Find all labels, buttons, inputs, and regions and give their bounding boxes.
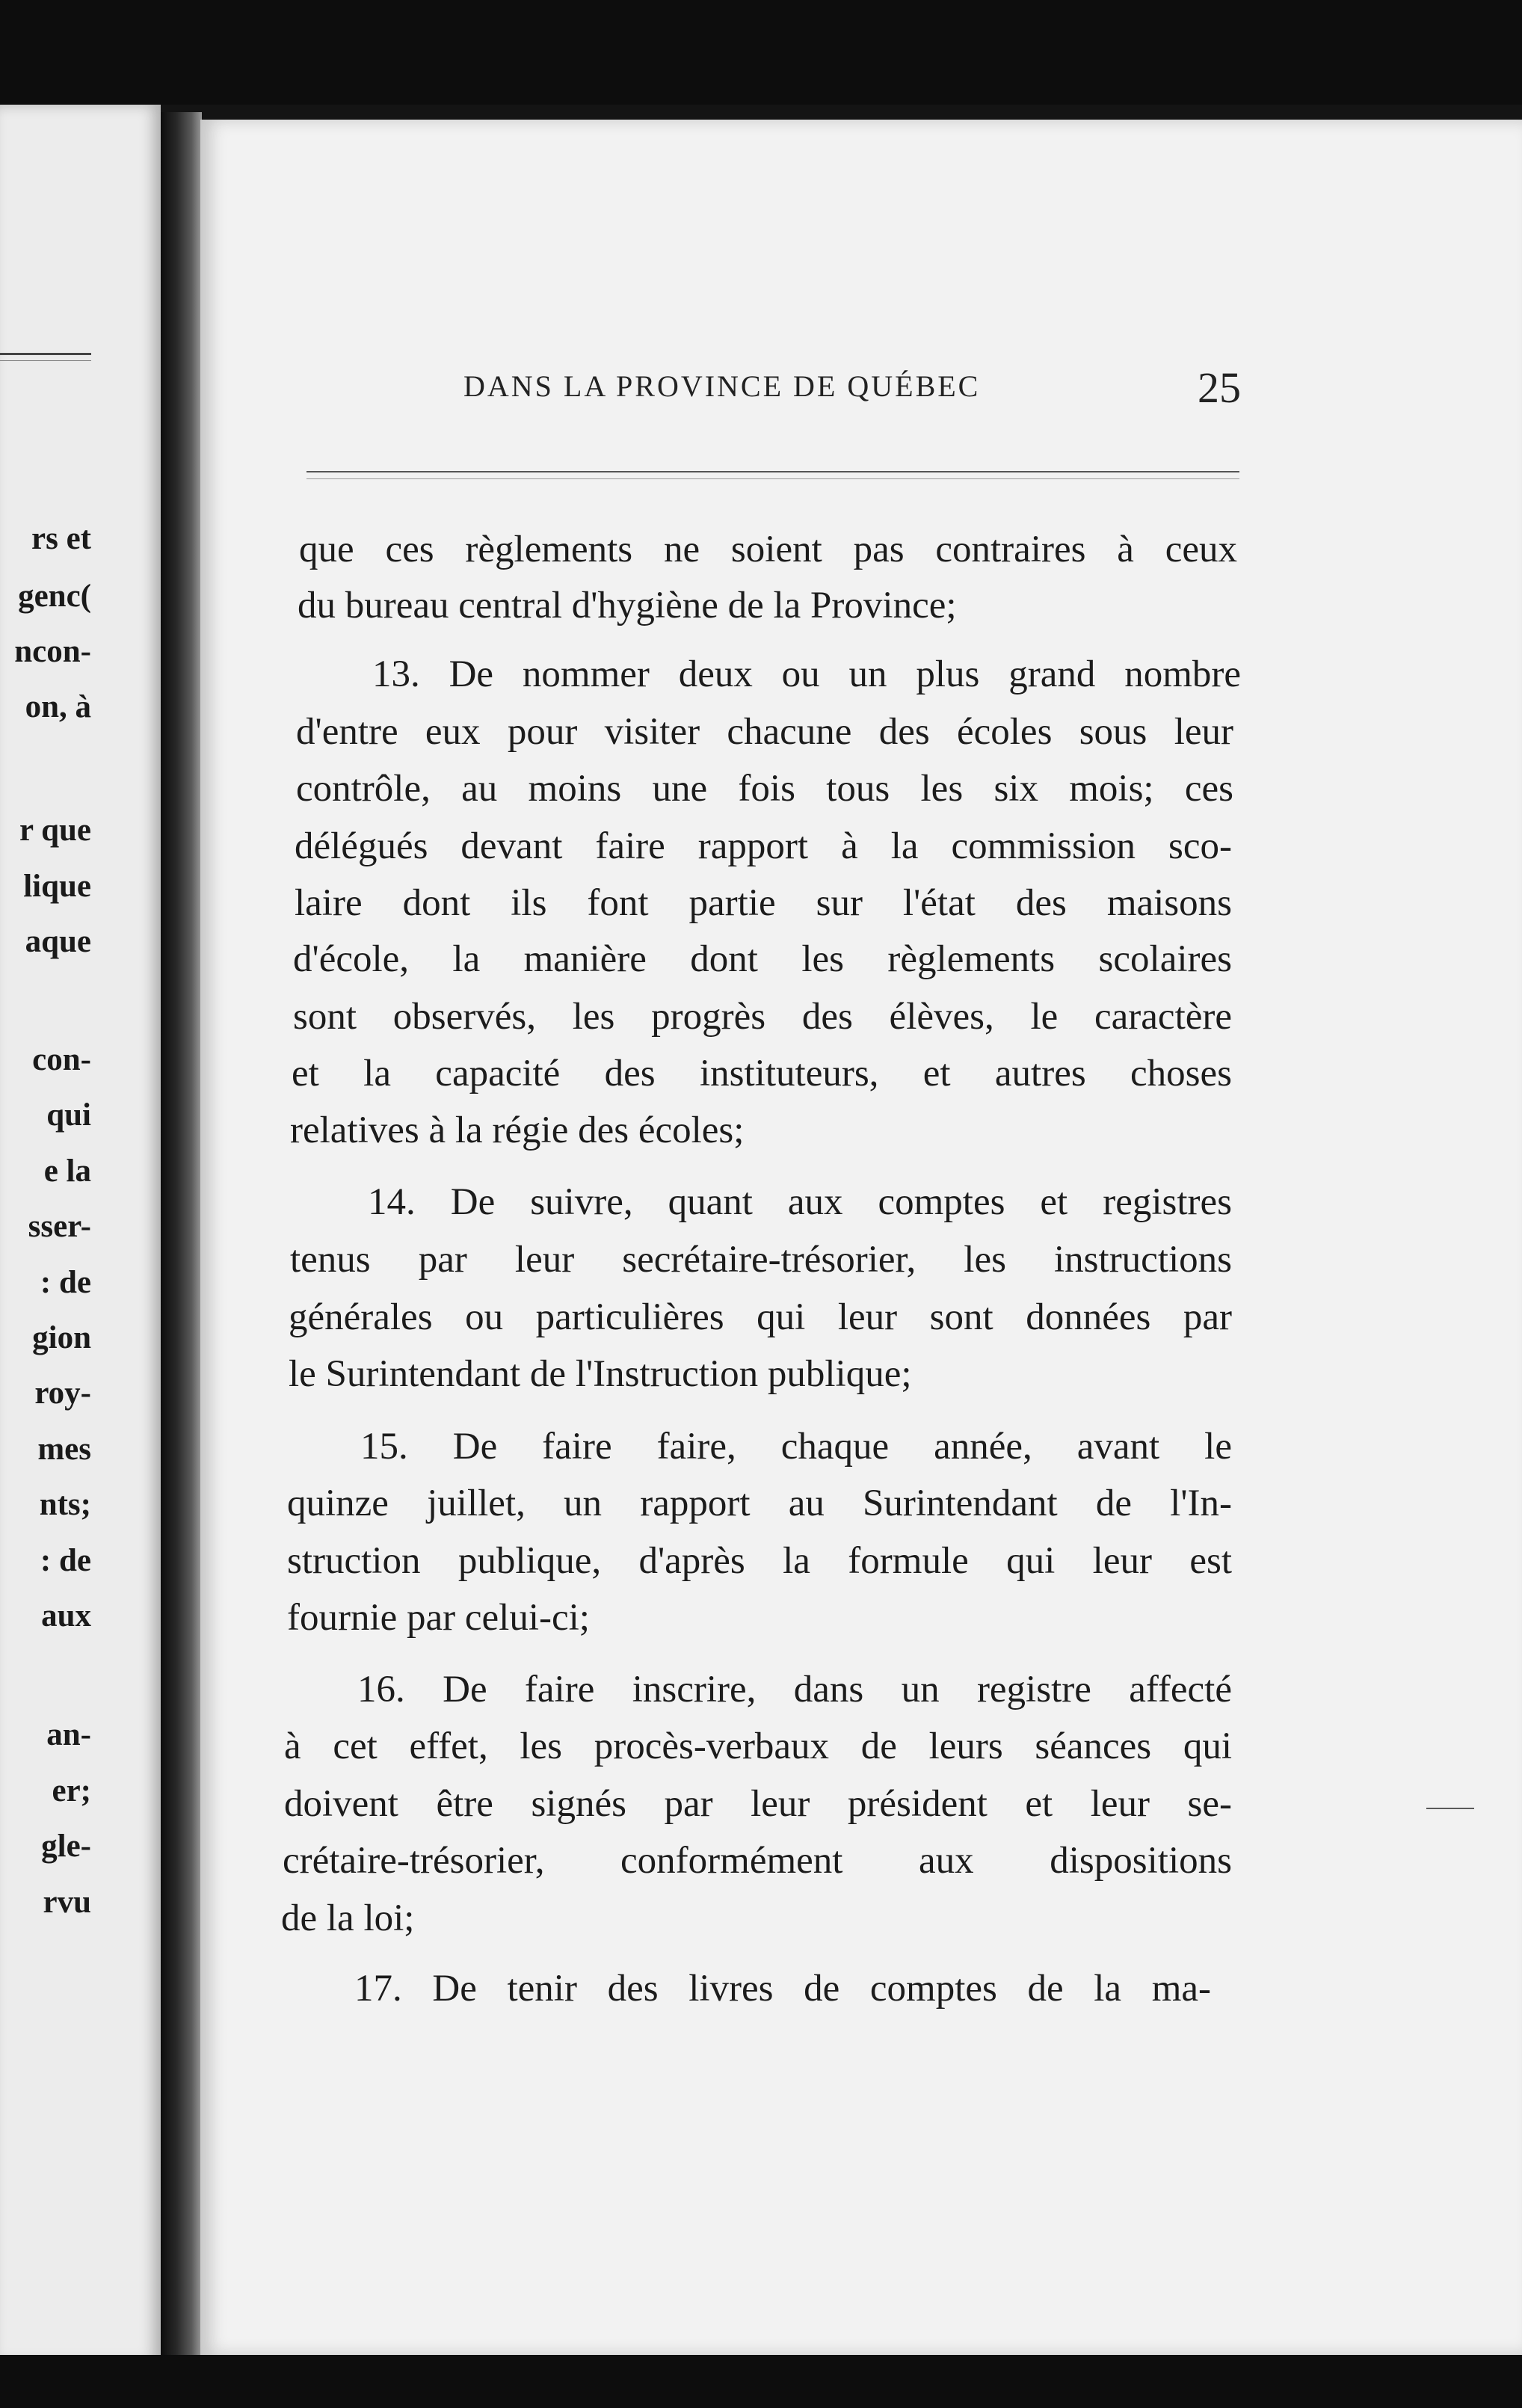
previous-page-line: ncon- [14,634,91,669]
body-text-line: struction publique, d'après la formule qui leur est [287,1540,1232,1582]
previous-page-line: con- [32,1042,91,1077]
header-rule [306,471,1239,472]
scan-edge-mark [1426,1808,1474,1809]
scan-top-border [0,0,1522,105]
body-text-line: délégués devant faire rapport à la commission sco- [295,825,1232,867]
previous-page-line: gion [32,1320,91,1355]
page-number: 25 [1198,363,1241,412]
previous-page-line: an- [46,1717,91,1752]
previous-page-line: sser- [28,1209,91,1244]
scan-bottom-border [0,2355,1522,2408]
body-text-line: tenus par leur secrétaire-trésorier, les instructions [290,1239,1232,1281]
body-text-line: quinze juillet, un rapport au Surintendant de l'In- [287,1482,1232,1524]
body-text-line: laire dont ils font partie sur l'état des maisons [295,882,1232,924]
body-text-line: 15. De faire faire, chaque année, avant le [360,1426,1232,1468]
body-text-line: doivent être signés par leur président et leur se- [284,1783,1232,1825]
running-head: DANS LA PROVINCE DE QUÉBEC [463,369,981,403]
body-text-line: 13. De nommer deux ou un plus grand nombre [372,653,1241,695]
body-text-line: sont observés, les progrès des élèves, le caractère [293,996,1232,1038]
previous-page-line: mes [37,1432,91,1467]
previous-page-line: nts; [39,1487,91,1522]
body-text-line: d'école, la manière dont les règlements scolaires [293,938,1232,980]
body-text-line: crétaire-trésorier, conformément aux dispositions [283,1840,1232,1882]
previous-page-line: e la [43,1154,91,1189]
previous-page-line: aque [25,924,91,959]
body-text-line: d'entre eux pour visiter chacune des écoles sous leur [296,711,1233,753]
previous-page-line: genc( [18,579,91,614]
body-text-line: fournie par celui-ci; [287,1597,590,1639]
previous-page-line: roy- [34,1376,91,1411]
previous-page-line: r que [19,813,91,848]
previous-page-line: : de [40,1265,91,1300]
previous-page-line: qui [46,1097,91,1133]
previous-page-header-rule-thin [0,360,91,361]
previous-page-line: rs et [31,521,91,556]
previous-page-line: on, à [25,689,91,724]
body-text-line: le Surintendant de l'Instruction publique; [289,1353,912,1395]
previous-page-line: er; [52,1773,91,1808]
previous-page-line: : de [40,1543,91,1578]
body-text-line: du bureau central d'hygiène de la Province; [298,585,957,626]
page-header [463,363,1241,421]
body-text-line: à cet effet, les procès-verbaux de leurs séances qui [284,1725,1232,1767]
body-text-line: relatives à la régie des écoles; [290,1109,745,1151]
body-text-line: 14. De suivre, quant aux comptes et registres [368,1181,1232,1223]
body-text-line: que ces règlements ne soient pas contraires à ceux [299,529,1237,570]
body-text-line: 16. De faire inscrire, dans un registre affecté [357,1669,1232,1710]
previous-page-line: lique [23,869,91,904]
header-rule-thin [306,478,1239,479]
body-text-line: de la loi; [281,1897,415,1939]
body-text-line: générales ou particulières qui leur sont données par [289,1296,1232,1338]
previous-page-header-rule [0,353,91,355]
previous-page-line: aux [41,1598,91,1633]
body-text-line: et la capacité des instituteurs, et autres choses [292,1053,1232,1094]
body-text-line: 17. De tenir des livres de comptes de la ma- [354,1968,1211,2010]
previous-page-line: rvu [43,1885,91,1920]
previous-page-line: gle- [41,1829,91,1864]
book-gutter [161,112,202,2355]
body-text-line: contrôle, au moins une fois tous les six mois; ces [296,768,1233,810]
